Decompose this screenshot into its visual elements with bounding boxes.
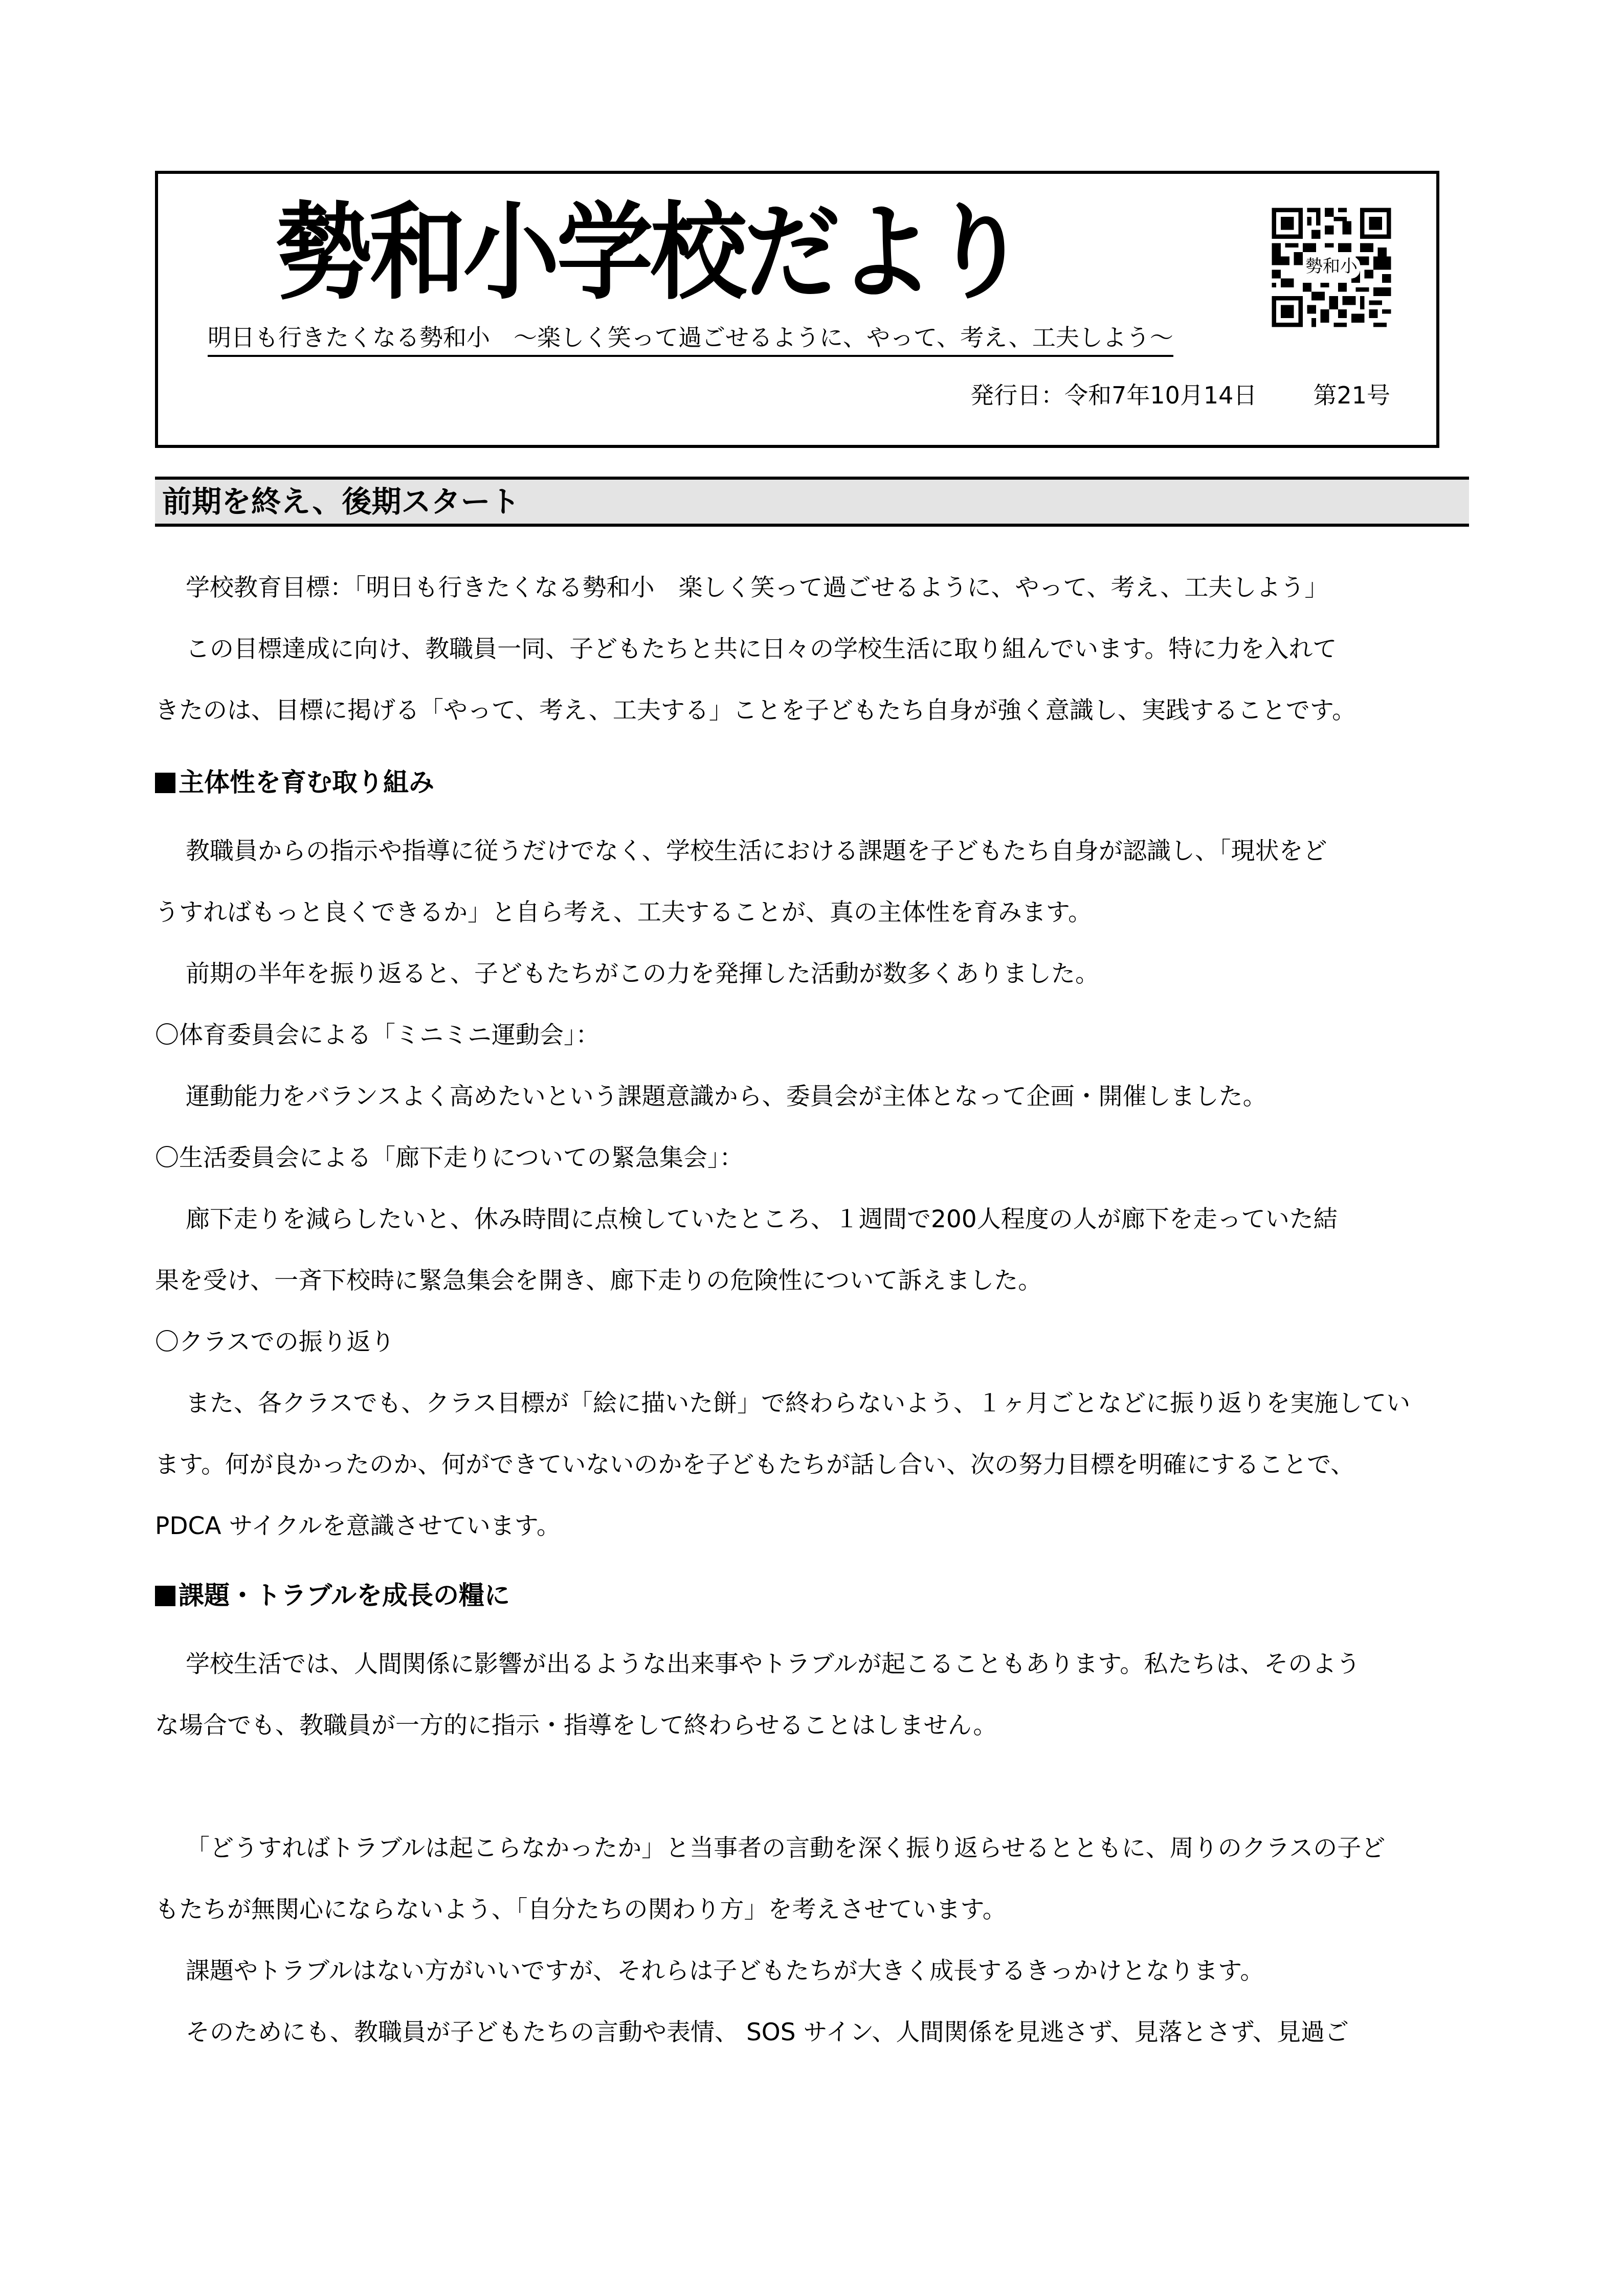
- qr-code-icon[interactable]: [1267, 204, 1396, 331]
- paragraph-line: 教職員からの指示や指導に従うだけでなく、学校生活における課題を子どもたち自身が認識し、「現状をど: [186, 837, 1327, 865]
- paragraph-line: きたのは、目標に掲げる「やって、考え、工夫する」ことを子どもたち自身が強く意識し、実践することです。: [155, 696, 1356, 725]
- paragraph-line: 「どうすればトラブルは起こらなかったか」と当事者の言動を深く振り返らせるとともに、周りのクラスの子ど: [186, 1834, 1386, 1862]
- school-motto-tagline: 明日も行きたくなる勢和小 ～楽しく笑って過ごせるように、やって、考え、工夫しよう～: [208, 322, 1173, 357]
- qr-code-label: 勢和小: [1305, 256, 1358, 277]
- paragraph-line: 課題やトラブルはない方がいいですが、それらは子どもたちが大きく成長するきっかけとなります。: [186, 1957, 1264, 1985]
- paragraph-line: な場合でも、教職員が一方的に指示・指導をして終わらせることはしません。: [155, 1712, 997, 1740]
- paragraph-line: 前期の半年を振り返ると、子どもたちがこの力を発揮した活動が数多くありました。: [186, 960, 1099, 988]
- subheading-initiative: [155, 767, 434, 798]
- paragraph-line: もたちが無関心にならないよう、「自分たちの関わり方」を考えさせています。: [155, 1896, 1007, 1924]
- paragraph-line: また、各クラスでも、クラス目標が「絵に描いた餅」で終わらないよう、１ヶ月ごとなどに振り返りを実施してい: [186, 1389, 1411, 1417]
- black-square-icon: [155, 773, 175, 793]
- paragraph-line: この目標達成に向け、教職員一同、子どもたちと共に日々の学校生活に取り組んでいます。特に力を入れて: [186, 635, 1337, 663]
- newsletter-title: 勢和小学校だより: [276, 192, 1025, 314]
- subheading-text: 主体性を育む取り組み: [179, 768, 434, 797]
- section-heading-bar: [155, 477, 1469, 527]
- paragraph-line: 果を受け、一斉下校時に緊急集会を開き、廊下走りの危険性について訴えました。: [155, 1267, 1042, 1295]
- paragraph-line: そのためにも、教職員が子どもたちの言動や表情、 SOS サイン、人間関係を見逃さず、見落とさず、見過ご: [186, 2018, 1349, 2046]
- paragraph-line: PDCA サイクルを意識させています。: [155, 1512, 561, 1540]
- section-title: 前期を終え、後期スタート: [162, 484, 520, 519]
- paragraph-line: ます。何が良かったのか、何ができていないのかを子どもたちが話し合い、次の努力目標を明確にすることで、: [155, 1451, 1355, 1479]
- paragraph-line: 運動能力をバランスよく高めたいという課題意識から、委員会が主体となって企画・開催しました。: [186, 1083, 1267, 1111]
- subheading-trouble: [155, 1580, 510, 1611]
- paragraph-line: 学校生活では、人間関係に影響が出るような出来事やトラブルが起こることもあります。私たちは、そのよう: [186, 1650, 1361, 1678]
- subheading-text: 課題・トラブルを成長の糧に: [179, 1581, 510, 1610]
- list-item-heading: 〇生活委員会による「廊下走りについての緊急集会」：: [155, 1144, 744, 1172]
- issue-date: 発行日：令和7年10月14日: [970, 381, 1257, 409]
- black-square-icon: [155, 1586, 175, 1606]
- paragraph-line: 廊下走りを減らしたいと、休み時間に点検していたところ、１週間で200人程度の人が廊下を走っていた結: [186, 1205, 1338, 1233]
- paragraph-line: うすればもっと良くできるか」と自ら考え、工夫することが、真の主体性を育みます。: [155, 898, 1093, 927]
- list-item-heading: 〇クラスでの振り返り: [155, 1328, 395, 1356]
- issue-number: 第21号: [1313, 381, 1390, 409]
- paragraph-line: 学校教育目標：「明日も行きたくなる勢和小 楽しく笑って過ごせるように、やって、考え、工夫しよう」: [186, 574, 1329, 602]
- list-item-heading: 〇体育委員会による「ミニミニ運動会」：: [155, 1021, 600, 1049]
- masthead-box: [155, 171, 1439, 448]
- issue-info: [970, 380, 1390, 411]
